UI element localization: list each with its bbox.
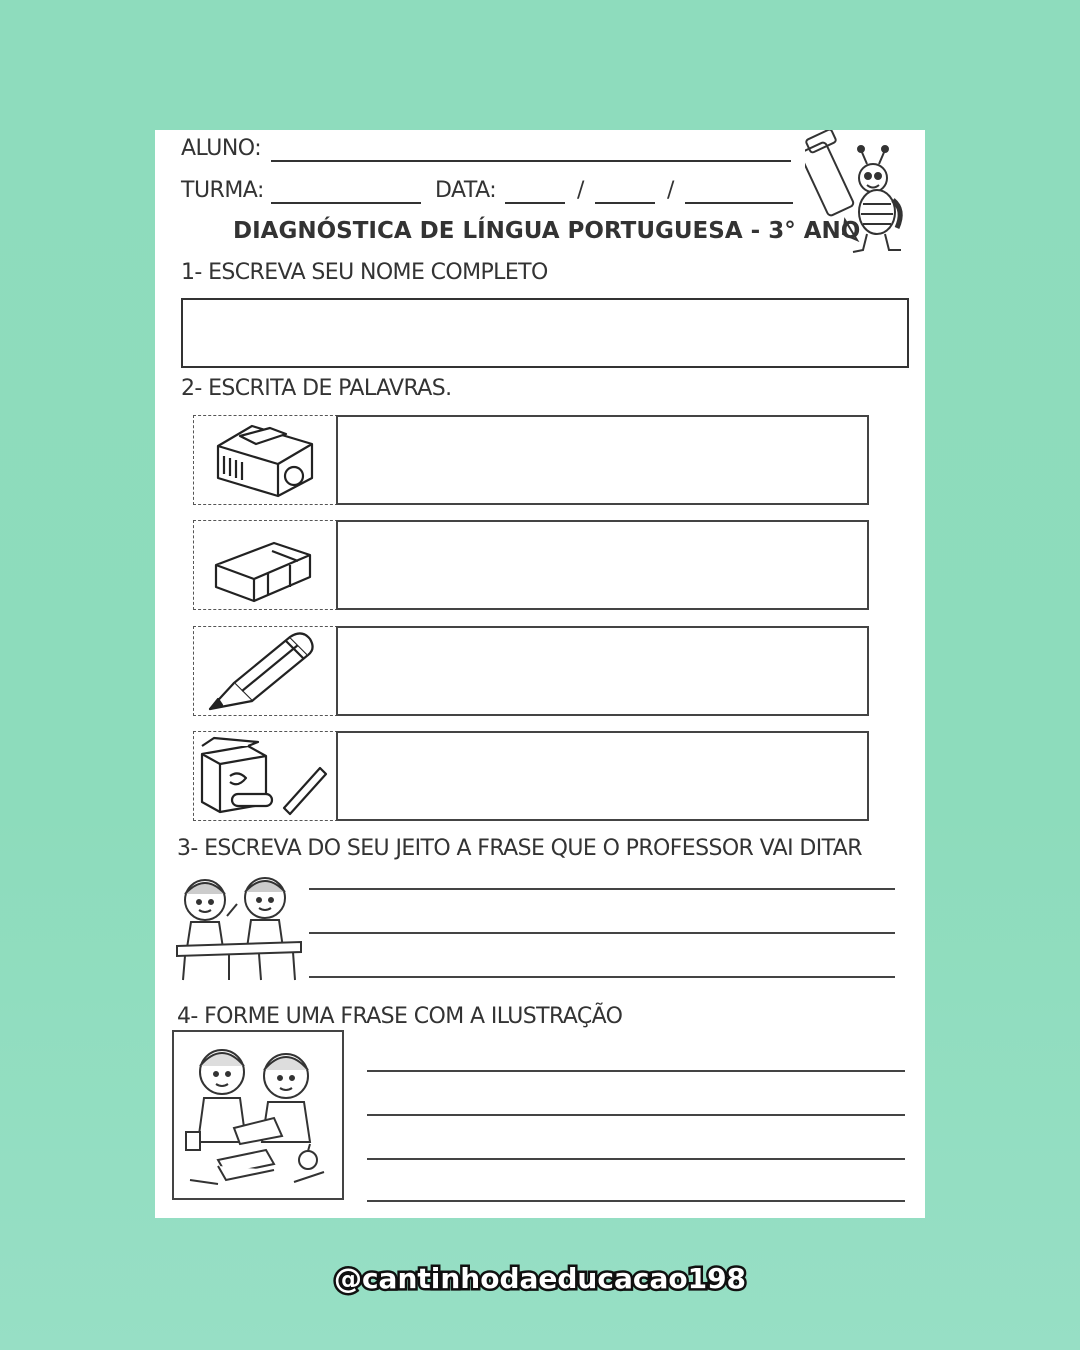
- full-name-answer-box[interactable]: [181, 298, 909, 368]
- word-answer-box[interactable]: [336, 520, 869, 610]
- sharpener-icon: [194, 416, 336, 502]
- question-1-label: 1- ESCREVA SEU NOME COMPLETO: [181, 260, 548, 285]
- worksheet: [155, 130, 925, 1218]
- word-picture-cell: [193, 520, 338, 610]
- social-handle: @cantinhodaeducacao198: [333, 1262, 747, 1295]
- date-separator: /: [577, 178, 585, 203]
- children-at-desk-icon: [169, 864, 309, 984]
- question-3-label: 3- ESCREVA DO SEU JEITO A FRASE QUE O PROFESSOR VAI DITAR: [177, 836, 862, 861]
- data-label: DATA:: [435, 178, 497, 203]
- word-answer-box[interactable]: [336, 415, 869, 505]
- aluno-field[interactable]: [271, 160, 791, 162]
- eraser-icon: [194, 521, 336, 607]
- word-row: [193, 415, 869, 505]
- children-studying-icon: [174, 1032, 342, 1198]
- word-picture-cell: [193, 626, 338, 716]
- sentence-answer-line[interactable]: [367, 1158, 905, 1160]
- sentence-answer-line[interactable]: [367, 1114, 905, 1116]
- word-picture-cell: [193, 415, 338, 505]
- date-month-field[interactable]: [595, 202, 655, 204]
- word-row: [193, 626, 869, 716]
- word-row: [193, 520, 869, 610]
- page-title: DIAGNÓSTICA DE LÍNGUA PORTUGUESA - 3° ANO: [233, 218, 861, 244]
- dictation-answer-line[interactable]: [309, 888, 895, 890]
- dictation-answer-line[interactable]: [309, 976, 895, 978]
- word-picture-cell: [193, 731, 338, 821]
- turma-field[interactable]: [271, 202, 421, 204]
- pencil-icon: [194, 627, 336, 713]
- question-4-label: 4- FORME UMA FRASE COM A ILUSTRAÇÃO: [177, 1004, 623, 1029]
- aluno-label: ALUNO:: [181, 136, 262, 161]
- turma-label: TURMA:: [181, 178, 264, 203]
- date-year-field[interactable]: [685, 202, 793, 204]
- word-answer-box[interactable]: [336, 731, 869, 821]
- date-day-field[interactable]: [505, 202, 565, 204]
- word-answer-box[interactable]: [336, 626, 869, 716]
- question-2-label: 2- ESCRITA DE PALAVRAS.: [181, 376, 452, 401]
- dictation-answer-line[interactable]: [309, 932, 895, 934]
- word-row: [193, 731, 869, 821]
- sentence-answer-line[interactable]: [367, 1070, 905, 1072]
- date-separator: /: [667, 178, 675, 203]
- school-supplies-icon: [194, 732, 336, 818]
- illustration-frame: [172, 1030, 344, 1200]
- sentence-answer-line[interactable]: [367, 1200, 905, 1202]
